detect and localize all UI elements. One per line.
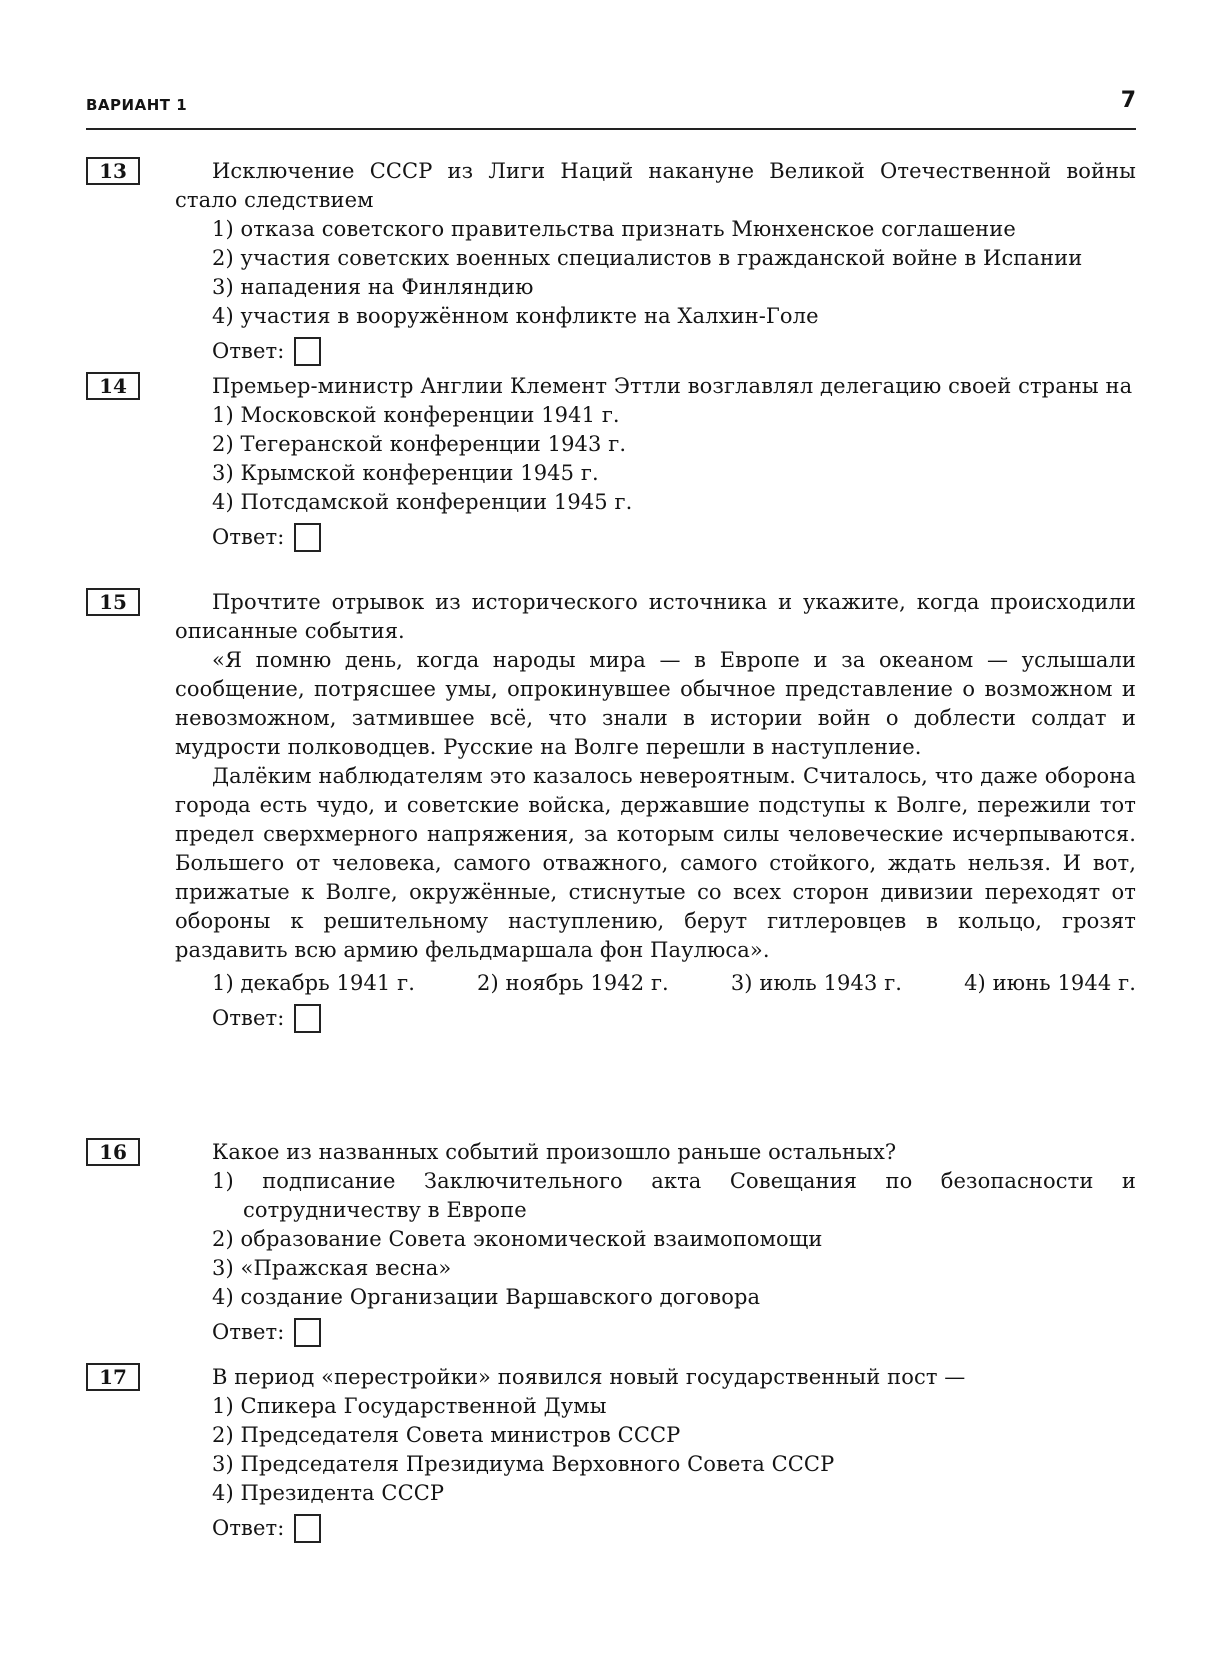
option-1: 1) Спикера Государственной Думы [212, 1394, 607, 1418]
task-17 [86, 1363, 1136, 1543]
task-number: 14 [86, 372, 140, 400]
task-number: 17 [86, 1363, 140, 1391]
question-text: Прочтите отрывок из исторического источника и укажите, когда происходили описанные события. [175, 590, 1136, 643]
task-15 [86, 588, 1136, 1033]
option-3: 3) Крымской конференции 1945 г. [212, 461, 599, 485]
question-text: В период «перестройки» появился новый государственный пост — [212, 1365, 966, 1389]
quote-paragraph: Далёким наблюдателям это казалось невероятным. Считалось, что даже оборона города есть чудо, и советские войска, державшие подступы к Волге, пережили тот предел сверхмерного напряжения, за которым силы человеческие исчерпываются. Большего от человека, самого отважного, самого стойкого, ждать нельзя. И вот, прижатые к Волге, окружённые, стиснутые со всех сторон дивизии переходят от обороны к решительному наступлению, берут гитлеровцев в кольцо, грозят раздавить всю армию фельдмаршала фон Паулюса». [175, 764, 1136, 962]
answer-box[interactable] [294, 1514, 321, 1543]
option-2: 2) Председателя Совета министров СССР [212, 1423, 681, 1447]
page-header [86, 90, 1136, 130]
option-3: 3) Председателя Президиума Верховного Совета СССР [212, 1452, 835, 1476]
option-1: 1) декабрь 1941 г. [212, 971, 416, 995]
question-text: Премьер-министр Англии Клемент Эттли возглавлял делегацию своей страны на [212, 374, 1133, 398]
options-list [212, 1392, 1136, 1508]
answer-box[interactable] [294, 1318, 321, 1347]
question-text: Какое из названных событий произошло раньше остальных? [212, 1140, 897, 1164]
option-2: 2) образование Совета экономической взаимопомощи [212, 1227, 823, 1251]
source-quote [175, 646, 1136, 965]
quote-paragraph: «Я помню день, когда народы мира — в Европе и за океаном — услышали сообщение, потрясшее умы, опрокинувшее обычное представление о возможном и невозможном, затмившее всё, что знали в истории войн о доблести солдат и мудрости полководцев. Русские на Волге перешли в наступление. [175, 648, 1136, 759]
answer-label: Ответ: [212, 1516, 285, 1540]
options-list [212, 969, 1136, 998]
page-number: 7 [1120, 88, 1136, 113]
answer-row [212, 1318, 1136, 1347]
option-3: 3) «Пражская весна» [212, 1256, 452, 1280]
option-4: 4) Потсдамской конференции 1945 г. [212, 490, 633, 514]
variant-label: ВАРИАНТ 1 [86, 96, 188, 114]
question-text: Исключение СССР из Лиги Наций накануне Великой Отечественной войны стало следствием [175, 159, 1136, 212]
option-3: 3) нападения на Финляндию [212, 275, 534, 299]
task-14 [86, 372, 1136, 552]
answer-row [212, 1004, 1136, 1033]
option-4: 4) Президента СССР [212, 1481, 445, 1505]
task-number: 15 [86, 588, 140, 616]
task-number: 13 [86, 157, 140, 185]
option-4: 4) создание Организации Варшавского договора [212, 1285, 761, 1309]
option-1: 1) Московской конференции 1941 г. [212, 403, 620, 427]
answer-row [212, 523, 1136, 552]
option-2: 2) участия советских военных специалистов в гражданской войне в Испании [212, 246, 1083, 270]
answer-box[interactable] [294, 1004, 321, 1033]
answer-row [212, 337, 1136, 366]
task-16 [86, 1138, 1136, 1347]
option-4: 4) июнь 1944 г. [964, 971, 1136, 995]
option-1: 1) подписание Заключительного акта Совещания по безопасности и сотрудничеству в Европе [212, 1169, 1136, 1222]
answer-box[interactable] [294, 337, 321, 366]
options-list [212, 1167, 1136, 1312]
answer-label: Ответ: [212, 525, 285, 549]
option-4: 4) участия в вооружённом конфликте на Халхин-Голе [212, 304, 819, 328]
option-1: 1) отказа советского правительства признать Мюнхенское соглашение [212, 217, 1016, 241]
task-number: 16 [86, 1138, 140, 1166]
answer-row [212, 1514, 1136, 1543]
option-2: 2) ноябрь 1942 г. [477, 971, 669, 995]
task-13 [86, 157, 1136, 366]
answer-label: Ответ: [212, 1320, 285, 1344]
option-2: 2) Тегеранской конференции 1943 г. [212, 432, 627, 456]
answer-label: Ответ: [212, 1006, 285, 1030]
option-3: 3) июль 1943 г. [730, 971, 903, 995]
answer-box[interactable] [294, 523, 321, 552]
options-list [212, 215, 1136, 331]
options-list [212, 401, 1136, 517]
answer-label: Ответ: [212, 339, 285, 363]
